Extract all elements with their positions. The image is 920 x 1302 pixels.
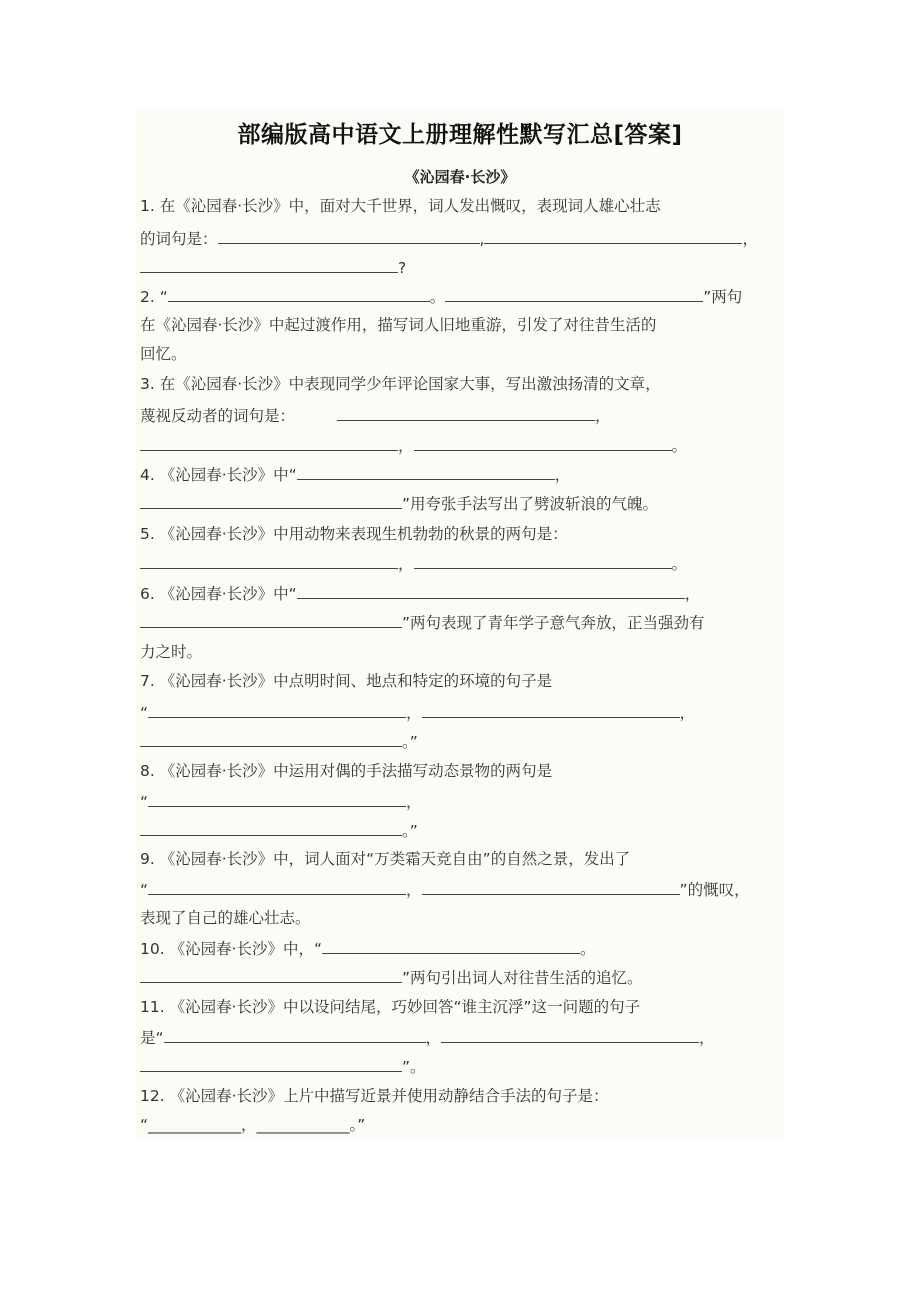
question-2-cont: 在《沁园春·长沙》中起过渡作用，描写词人旧地重游，引发了对往昔生活的 <box>140 316 657 334</box>
question-7: 7. 《沁园春·长沙》中点明时间、地点和特定的环境的句子是 <box>140 672 553 690</box>
question-1-blanks-2: ? <box>140 256 406 279</box>
question-11: 11. 《沁园春·长沙》中以设问结尾，巧妙回答“谁主沉浮”这一问题的句子 <box>140 998 641 1016</box>
question-11-blanks: 是“ ， ， <box>140 1026 715 1049</box>
answer-blank[interactable] <box>148 878 406 895</box>
question-2-cont-2: 回忆。 <box>140 345 187 363</box>
answer-blank[interactable] <box>140 730 402 747</box>
question-6-cont: ”两句表现了青年学子意气奔放，正当强劲有 <box>140 611 705 634</box>
question-3-blanks: 蔑视反动者的词句是： ， <box>140 404 611 427</box>
question-7-blanks-2: 。” <box>140 730 418 753</box>
document-title: 部编版高中语文上册理解性默写汇总[答案] <box>237 122 683 148</box>
section-title: 《沁园春·长沙》 <box>404 168 516 186</box>
answer-blank[interactable] <box>140 552 398 569</box>
answer-blank[interactable] <box>148 790 406 807</box>
answer-blank[interactable] <box>445 285 703 302</box>
question-8: 8. 《沁园春·长沙》中运用对偶的手法描写动态景物的两句是 <box>140 762 553 780</box>
question-10: 10. 《沁园春·长沙》中，“ 。 <box>140 937 596 960</box>
answer-blank[interactable] <box>297 463 555 480</box>
question-9: 9. 《沁园春·长沙》中，词人面对“万类霜天竞自由”的自然之景，发出了 <box>140 850 631 868</box>
question-12-blanks: “____________，____________。” <box>140 1116 366 1134</box>
question-8-blanks: “ ， <box>140 790 422 813</box>
answer-blank[interactable] <box>164 1026 426 1043</box>
answer-blank[interactable] <box>140 1055 402 1072</box>
answer-blank[interactable] <box>422 878 680 895</box>
question-5-blanks: ， 。 <box>140 552 687 575</box>
answer-blank[interactable] <box>414 552 672 569</box>
question-3-blanks-2: ， 。 <box>140 434 687 457</box>
answer-blank[interactable] <box>148 701 406 718</box>
answer-blank[interactable] <box>441 1026 699 1043</box>
document-page <box>136 108 784 1138</box>
answer-blank[interactable] <box>414 434 672 451</box>
answer-blank[interactable] <box>422 701 680 718</box>
question-1: 1. 在《沁园春·长沙》中，面对大千世界，词人发出慨叹，表现词人雄心壮志 <box>140 197 661 215</box>
question-6: 6. 《沁园春·长沙》中“ ， <box>140 582 700 605</box>
question-9-blanks: “ ， ”的慨叹， <box>140 878 750 901</box>
answer-blank[interactable] <box>140 819 402 836</box>
question-2: 2. “ 。 ”两句 <box>140 285 742 308</box>
question-8-blanks-2: 。” <box>140 819 418 842</box>
answer-blank[interactable] <box>484 227 742 244</box>
answer-blank[interactable] <box>140 256 398 273</box>
answer-blank[interactable] <box>322 937 580 954</box>
answer-blank[interactable] <box>140 611 402 628</box>
question-11-blanks-2: ”。 <box>140 1055 426 1078</box>
question-6-cont-2: 力之时。 <box>140 643 203 661</box>
answer-blank[interactable] <box>140 966 402 983</box>
question-1-blanks: 的词句是： , ， <box>140 227 758 250</box>
question-10-cont: ”两句引出词人对往昔生活的追忆。 <box>140 966 643 989</box>
answer-blank[interactable] <box>218 227 480 244</box>
question-5: 5. 《沁园春·长沙》中用动物来表现生机勃勃的秋景的两句是： <box>140 525 568 543</box>
question-3: 3. 在《沁园春·长沙》中表现同学少年评论国家大事，写出激浊扬清的文章， <box>140 375 661 393</box>
answer-blank[interactable] <box>140 492 402 509</box>
answer-blank[interactable] <box>297 582 685 599</box>
answer-blank[interactable] <box>140 434 398 451</box>
answer-blank[interactable] <box>337 404 595 421</box>
question-7-blanks: “ ， ， <box>140 701 695 724</box>
question-4: 4. 《沁园春·长沙》中“ ， <box>140 463 570 486</box>
question-12: 12. 《沁园春·长沙》上片中描写近景并使用动静结合手法的句子是： <box>140 1087 609 1105</box>
answer-blank[interactable] <box>168 285 430 302</box>
question-4-cont: ”用夸张手法写出了劈波斩浪的气魄。 <box>140 492 658 515</box>
question-9-cont: 表现了自己的雄心壮志。 <box>140 909 311 927</box>
